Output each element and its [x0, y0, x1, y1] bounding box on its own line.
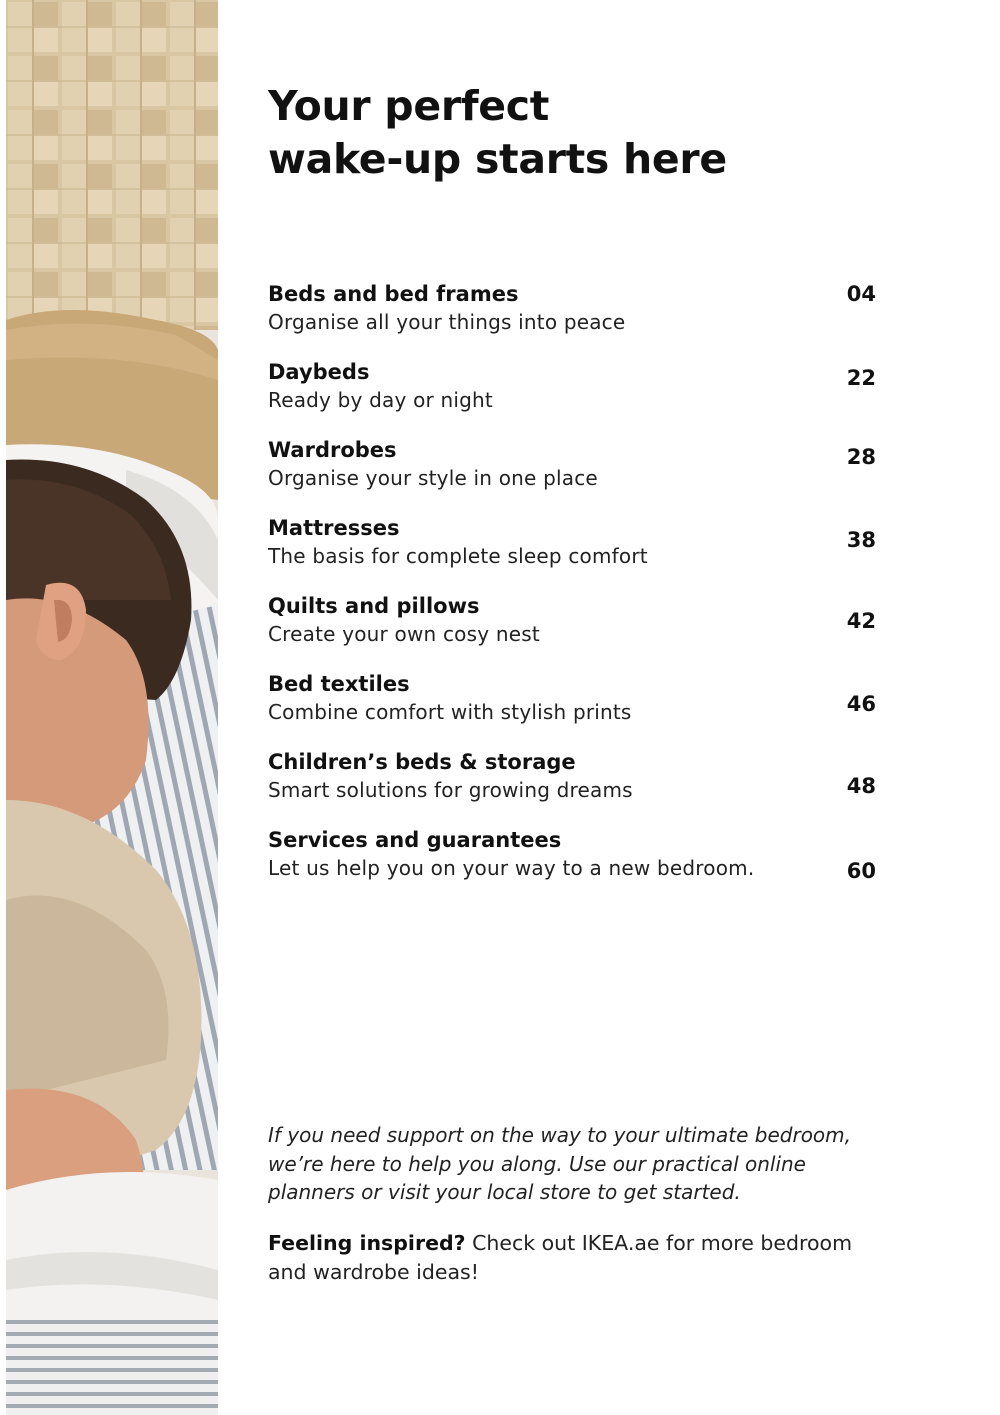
- table-of-contents: [268, 280, 888, 904]
- page-title: [268, 80, 888, 186]
- support-paragraph: [268, 1121, 888, 1207]
- toc-subtitle: Organise your style in one place: [268, 466, 598, 490]
- man-sleeping-photo-icon: [6, 0, 218, 1415]
- inspired-lead: Feeling inspired?: [268, 1231, 466, 1255]
- toc-item-services-and-guarantees[interactable]: [268, 826, 888, 904]
- toc-page-number: 22: [846, 366, 876, 390]
- toc-page-number: 28: [846, 445, 876, 469]
- toc-page-number: 48: [846, 774, 876, 798]
- toc-item-beds-and-bed-frames[interactable]: [268, 280, 888, 358]
- toc-heading: Quilts and pillows: [268, 594, 480, 618]
- toc-heading: Wardrobes: [268, 438, 397, 462]
- toc-subtitle: Let us help you on your way to a new bedroom.: [268, 856, 755, 880]
- toc-heading: Beds and bed frames: [268, 282, 519, 306]
- toc-heading: Daybeds: [268, 360, 370, 384]
- support-line-1: If you need support on the way to your ultimate bedroom,: [268, 1123, 852, 1147]
- toc-heading: Mattresses: [268, 516, 400, 540]
- toc-item-bed-textiles[interactable]: [268, 670, 888, 748]
- toc-page-number: 46: [846, 692, 876, 716]
- toc-page-number: 42: [846, 609, 876, 633]
- toc-item-quilts-and-pillows[interactable]: [268, 592, 888, 670]
- page-title-line-2: wake-up starts here: [268, 135, 727, 183]
- toc-item-childrens-beds-and-storage[interactable]: [268, 748, 888, 826]
- toc-item-wardrobes[interactable]: [268, 436, 888, 514]
- inspired-text-line-1: Check out IKEA.ae for more bedroom: [465, 1231, 853, 1255]
- support-line-3: planners or visit your local store to get started.: [268, 1180, 741, 1204]
- toc-subtitle: Combine comfort with stylish prints: [268, 700, 632, 724]
- toc-subtitle: Organise all your things into peace: [268, 310, 626, 334]
- toc-subtitle: Ready by day or night: [268, 388, 493, 412]
- toc-item-daybeds[interactable]: [268, 358, 888, 436]
- bedroom-photo: [6, 0, 218, 1415]
- toc-subtitle: The basis for complete sleep comfort: [268, 544, 648, 568]
- toc-page-number: 60: [846, 859, 876, 883]
- inspired-paragraph: [268, 1229, 888, 1286]
- support-line-2: we’re here to help you along. Use our practical online: [268, 1151, 806, 1176]
- toc-subtitle: Create your own cosy nest: [268, 622, 540, 646]
- inspired-text-line-2: and wardrobe ideas!: [268, 1259, 479, 1284]
- toc-heading: Children’s beds & storage: [268, 750, 576, 774]
- toc-heading: Services and guarantees: [268, 828, 562, 852]
- toc-page-number: 38: [846, 528, 876, 552]
- toc-item-mattresses[interactable]: [268, 514, 888, 592]
- toc-heading: Bed textiles: [268, 672, 410, 696]
- toc-page-number: 04: [846, 282, 876, 306]
- toc-subtitle: Smart solutions for growing dreams: [268, 778, 633, 802]
- page-title-line-1: Your perfect: [268, 82, 550, 130]
